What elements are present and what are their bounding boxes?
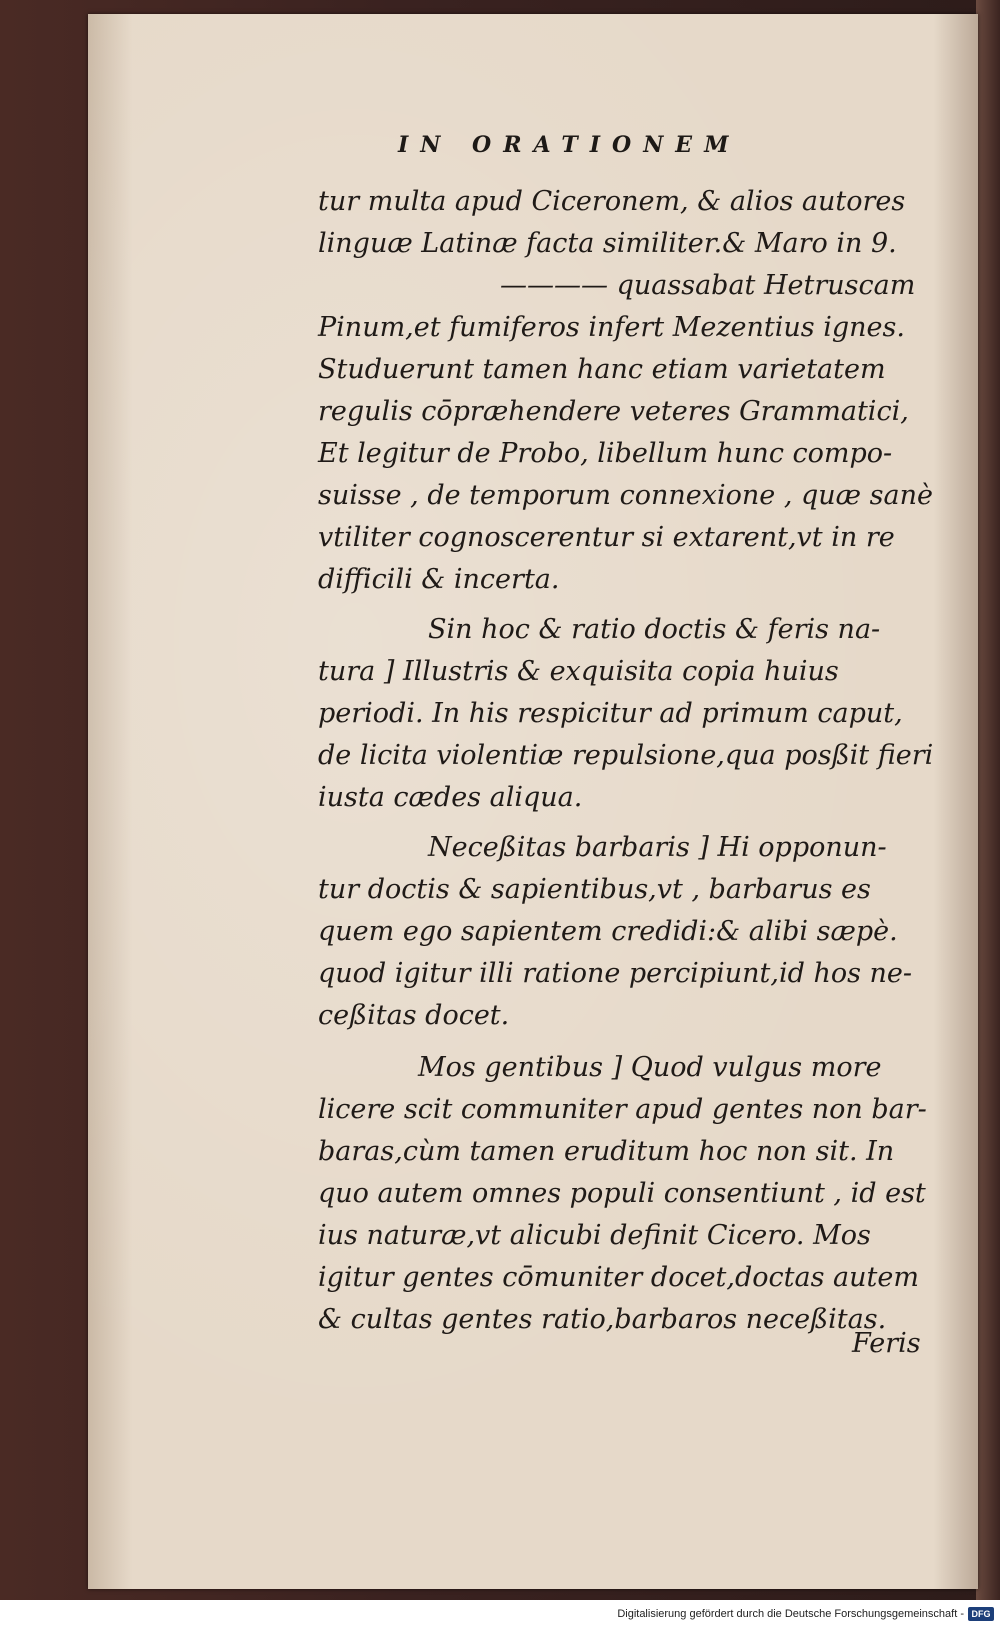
text-line: suisse , de temporum connexione , quæ sanè [318, 480, 933, 511]
text-line: igitur gentes cōmuniter docet,doctas autem [318, 1262, 919, 1293]
text-line: licere scit communiter apud gentes non bar- [318, 1094, 927, 1125]
text-line: baras,cùm tamen eruditum hoc non sit. In [318, 1136, 895, 1167]
text-line: Sin hoc & ratio doctis & feris na- [428, 614, 881, 645]
text-line: de licita violentiæ repulsione,qua posßit fieri [318, 740, 934, 771]
running-head: IN ORATIONEM [398, 132, 741, 158]
text-line: Mos gentibus ] Quod vulgus more [418, 1052, 882, 1083]
funding-credit: Digitalisierung gefördert durch die Deutsche Forschungsgemeinschaft - [617, 1608, 964, 1620]
text-line: quod igitur illi ratione percipiunt,id hos ne- [318, 958, 913, 989]
text-line: quo autem omnes populi consentiunt , id est [318, 1178, 926, 1209]
text-line: vtiliter cognoscerentur si extarent,vt in re [318, 522, 895, 553]
text-line: & cultas gentes ratio,barbaros neceßitas. [318, 1304, 887, 1335]
text-line: quem ego sapientem credidi:& alibi sæpè. [318, 916, 898, 947]
text-line: tura ] Illustris & exquisita copia huius [318, 656, 839, 687]
text-line: Neceßitas barbaris ] Hi opponun- [428, 832, 887, 863]
text-line: linguæ Latinæ facta similiter.& Maro in 9. [318, 228, 897, 259]
text-line: Studuerunt tamen hanc etiam varietatem [318, 354, 886, 385]
book-edge-right [976, 0, 1000, 1600]
catchword: Feris [852, 1328, 921, 1359]
dfg-logo-icon: DFG [968, 1607, 994, 1621]
text-line: tur doctis & sapientibus,vt , barbarus es [318, 874, 871, 905]
text-line: periodi. In his respicitur ad primum caput, [318, 698, 903, 729]
text-line: difficili & incerta. [318, 564, 560, 595]
text-line: ceßitas docet. [318, 1000, 510, 1031]
text-line: Pinum,et fumiferos infert Mezentius ignes. [318, 312, 905, 343]
text-line: Et legitur de Probo, libellum hunc compo- [318, 438, 893, 469]
text-line: regulis cōpræhendere veteres Grammatici, [318, 396, 909, 427]
text-line: ———— quassabat Hetruscam [500, 270, 916, 301]
text-line: tur multa apud Ciceronem, & alios autores [318, 186, 906, 217]
text-line: iusta cædes aliqua. [318, 782, 583, 813]
text-line: ius naturæ,vt alicubi definit Cicero. Mos [318, 1220, 871, 1251]
